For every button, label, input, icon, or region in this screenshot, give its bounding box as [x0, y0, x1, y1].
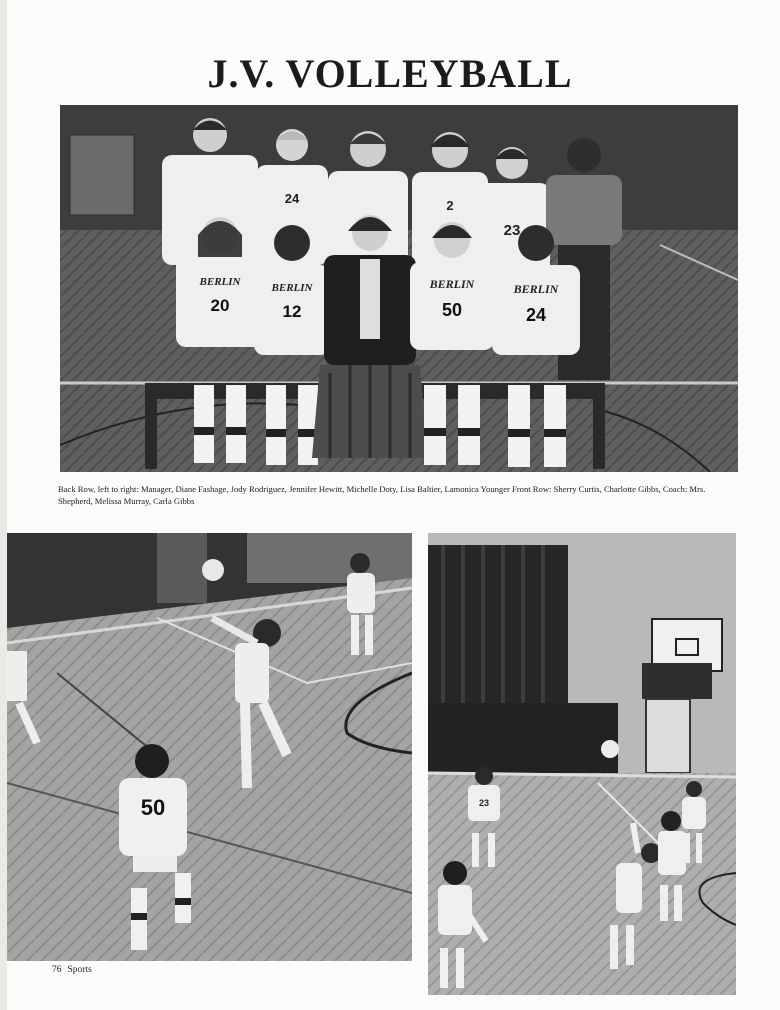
action-photo-left	[7, 533, 412, 961]
action-photo-left-image	[7, 533, 412, 961]
page-footer	[52, 965, 98, 975]
page-title: J.V. VOLLEYBALL	[207, 51, 573, 96]
photo-caption: Back Row, left to right: Manager, Diane Fashage, Jody Rodriguez, Jennifer Hewitt, Michelle Doty, Lisa Baltier, Lamonica Younger Front Row: Sherry Curtis, Charlotte Gibbs, Coach: Mrs. Shepherd, Melissa Murray, Carla Gibbs	[58, 484, 706, 506]
front-jersey-berlin: BERLIN	[199, 276, 241, 288]
back-jersey-number: 24	[284, 191, 300, 206]
jersey-number: 50	[140, 795, 166, 820]
team-photo-image	[60, 105, 738, 472]
front-jersey-number: 20	[210, 296, 230, 315]
page-edge	[0, 0, 7, 1010]
front-jersey-number: 12	[282, 302, 302, 321]
front-jersey-number: 50	[441, 300, 463, 320]
front-jersey-berlin: BERLIN	[429, 277, 475, 291]
page-number: 76	[52, 965, 62, 975]
back-jersey-number: 2	[446, 198, 454, 213]
section-name: Sports	[67, 965, 92, 975]
team-photo	[60, 105, 738, 472]
back-jersey-number: 23	[503, 222, 521, 239]
action-photo-right	[428, 533, 736, 995]
front-jersey-berlin: BERLIN	[271, 282, 313, 294]
front-jersey-berlin: BERLIN	[513, 282, 559, 296]
front-jersey-number: 24	[525, 305, 547, 325]
action-photo-right-image	[428, 533, 736, 995]
jersey-number: 23	[478, 798, 490, 808]
